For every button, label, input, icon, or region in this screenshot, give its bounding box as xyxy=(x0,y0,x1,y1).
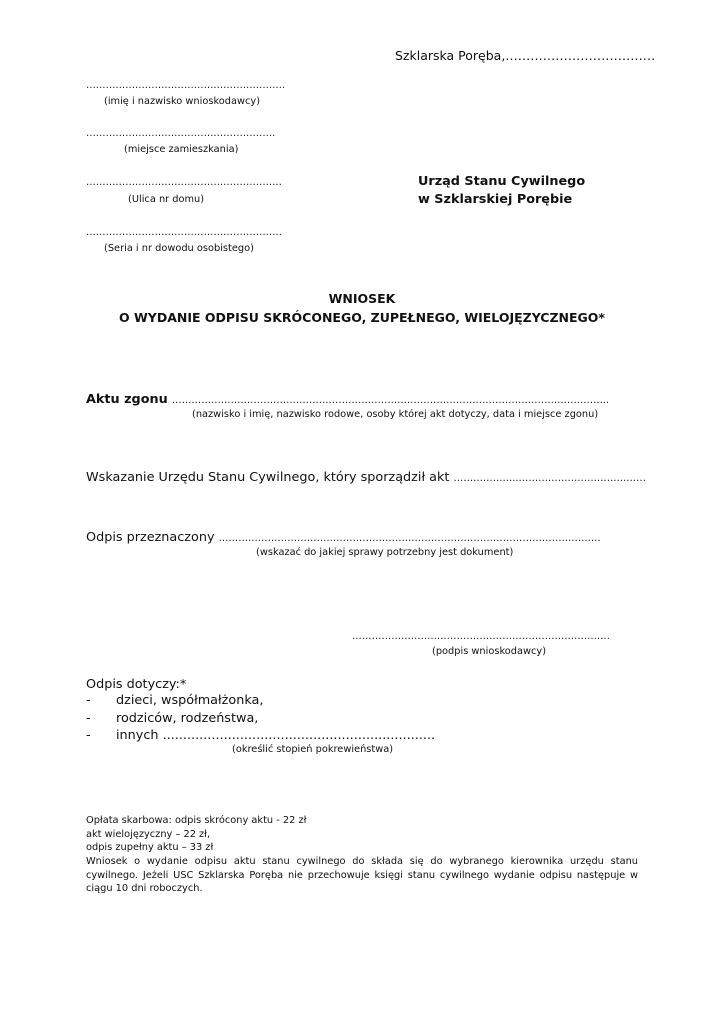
applicant-residence-caption: (miejsce zamieszkania) xyxy=(124,144,239,155)
office-dots: ………………..………………………………… xyxy=(453,473,646,484)
applicant-id-line: …………………………………………………… xyxy=(86,227,282,238)
purpose-caption: (wskazać do jakiej sprawy potrzebny jest dokument) xyxy=(256,547,514,558)
signature-line: ……………………………………………………………………. xyxy=(352,631,610,642)
act-caption: (nazwisko i imię, nazwisko rodowe, osoby której akt dotyczy, data i miejsce zgonu) xyxy=(192,409,599,420)
office-field xyxy=(86,470,646,485)
purpose-dots: ……………………………………………………………………………………………………… xyxy=(218,533,601,544)
concerns-item-1 xyxy=(86,693,263,708)
act-label: Aktu zgonu xyxy=(86,392,168,407)
applicant-residence-line: …………………………………………………. xyxy=(86,128,276,139)
fee-line-1: Opłata skarbowa: odpis skrócony aktu - 22 zł xyxy=(86,815,307,826)
bullet-dash: - xyxy=(86,728,91,743)
place-date-field: Szklarska Poręba,……………………………… xyxy=(395,48,656,63)
office-label: Wskazanie Urzędu Stanu Cywilnego, który sporządził akt xyxy=(86,470,450,485)
concerns-item-text: dzieci, współmałżonka, xyxy=(116,693,264,708)
submission-note: Wniosek o wydanie odpisu aktu stanu cywilnego do składa się do wybranego kierownika urzędu stanu cywilnego. Jeżeli USC Szklarska Poręba nie przechowuje księgi stanu cywilnego wydanie odpisu następuje w ciągu 10 dni roboczych. xyxy=(86,856,638,895)
concerns-item-text: rodziców, rodzeństwa, xyxy=(116,711,259,726)
addressee-line-1: Urząd Stanu Cywilnego xyxy=(418,174,586,189)
applicant-name-caption: (imię i nazwisko wnioskodawcy) xyxy=(104,96,261,107)
bullet-dash: - xyxy=(86,711,91,726)
concerns-item-text: innych ................................................................... xyxy=(116,728,436,743)
concerns-heading: Odpis dotyczy:* xyxy=(86,677,187,692)
purpose-label: Odpis przeznaczony xyxy=(86,530,215,545)
act-dots: …………………………………………………………………………………………………………………….. xyxy=(171,395,610,406)
signature-caption: (podpis wnioskodawcy) xyxy=(432,646,547,657)
concerns-item-3 xyxy=(86,728,435,743)
applicant-street-line: …………………………………………………… xyxy=(86,177,282,188)
document-title: WNIOSEK xyxy=(328,291,396,306)
purpose-field xyxy=(86,530,601,545)
applicant-id-caption: (Seria i nr dowodu osobistego) xyxy=(104,243,254,254)
applicant-name-line: ……………………………………………………. xyxy=(86,80,286,91)
concerns-item-2 xyxy=(86,711,258,726)
fee-line-2: akt wielojęzyczny – 22 zł, xyxy=(86,829,211,840)
addressee-line-2: w Szklarskiej Porębie xyxy=(418,192,573,207)
act-field xyxy=(86,392,609,407)
document-subtitle: O WYDANIE ODPISU SKRÓCONEGO, ZUPEŁNEGO, WIELOJĘZYCZNEGO* xyxy=(119,310,605,325)
applicant-street-caption: (Ulica nr domu) xyxy=(128,194,205,205)
bullet-dash: - xyxy=(86,693,91,708)
fee-line-3: odpis zupełny aktu – 33 zł xyxy=(86,842,214,853)
concerns-caption: (określić stopień pokrewieństwa) xyxy=(232,744,394,755)
